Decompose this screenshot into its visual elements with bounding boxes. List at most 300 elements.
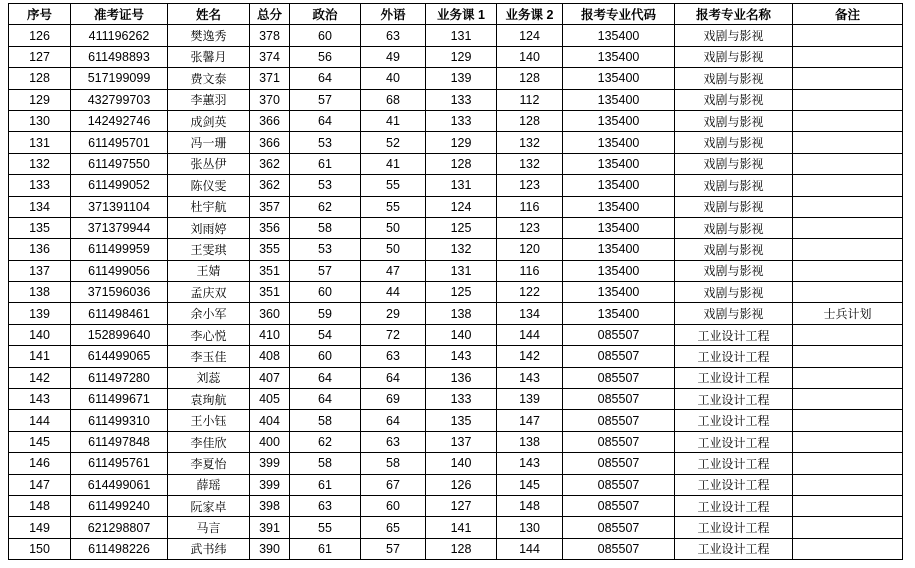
cell-course2: 142 — [497, 346, 563, 367]
cell-major-name: 工业设计工程 — [675, 517, 793, 538]
cell-language: 47 — [361, 260, 426, 281]
cell-major-name: 工业设计工程 — [675, 538, 793, 559]
cell-exam-id: 611495701 — [71, 132, 168, 153]
cell-name: 李蕙羽 — [168, 89, 250, 110]
cell-politics: 53 — [290, 239, 361, 260]
cell-exam-id: 611497550 — [71, 153, 168, 174]
cell-course2: 140 — [497, 46, 563, 67]
cell-course2: 139 — [497, 389, 563, 410]
cell-remarks: 士兵计划 — [793, 303, 903, 324]
cell-language: 41 — [361, 110, 426, 131]
cell-course1: 129 — [426, 132, 497, 153]
table-row — [9, 324, 903, 345]
cell-remarks — [793, 46, 903, 67]
cell-major-code: 135400 — [563, 175, 675, 196]
cell-course2: 116 — [497, 260, 563, 281]
cell-politics: 64 — [290, 68, 361, 89]
admission-results-table — [8, 3, 903, 560]
cell-seq: 144 — [9, 410, 71, 431]
cell-name: 武书纬 — [168, 538, 250, 559]
cell-remarks — [793, 153, 903, 174]
cell-language: 40 — [361, 68, 426, 89]
cell-course2: 124 — [497, 25, 563, 46]
cell-seq: 130 — [9, 110, 71, 131]
cell-exam-id: 611498461 — [71, 303, 168, 324]
cell-language: 57 — [361, 538, 426, 559]
cell-exam-id: 611499240 — [71, 495, 168, 516]
cell-exam-id: 371596036 — [71, 282, 168, 303]
header-cell-major-code: 报考专业代码 — [563, 4, 675, 25]
cell-course1: 143 — [426, 346, 497, 367]
cell-seq: 142 — [9, 367, 71, 388]
cell-major-code: 085507 — [563, 431, 675, 452]
cell-total: 356 — [250, 217, 290, 238]
cell-total: 351 — [250, 282, 290, 303]
table-row — [9, 68, 903, 89]
cell-politics: 56 — [290, 46, 361, 67]
table-row — [9, 517, 903, 538]
cell-course2: 122 — [497, 282, 563, 303]
cell-major-code: 085507 — [563, 453, 675, 474]
cell-total: 362 — [250, 153, 290, 174]
table-row — [9, 153, 903, 174]
cell-seq: 135 — [9, 217, 71, 238]
cell-exam-id: 614499061 — [71, 474, 168, 495]
cell-language: 55 — [361, 196, 426, 217]
cell-seq: 126 — [9, 25, 71, 46]
table-row — [9, 217, 903, 238]
cell-course1: 131 — [426, 25, 497, 46]
cell-major-code: 135400 — [563, 46, 675, 67]
cell-total: 366 — [250, 110, 290, 131]
cell-remarks — [793, 324, 903, 345]
cell-seq: 131 — [9, 132, 71, 153]
table-row — [9, 89, 903, 110]
header-cell-exam-id: 准考证号 — [71, 4, 168, 25]
cell-course1: 127 — [426, 495, 497, 516]
cell-remarks — [793, 389, 903, 410]
cell-major-code: 135400 — [563, 303, 675, 324]
cell-total: 360 — [250, 303, 290, 324]
admission-table-container — [8, 3, 903, 560]
cell-remarks — [793, 89, 903, 110]
table-row — [9, 175, 903, 196]
cell-exam-id: 611497848 — [71, 431, 168, 452]
cell-course2: 112 — [497, 89, 563, 110]
cell-seq: 137 — [9, 260, 71, 281]
cell-course2: 116 — [497, 196, 563, 217]
cell-name: 杜宇航 — [168, 196, 250, 217]
cell-politics: 60 — [290, 346, 361, 367]
cell-major-code: 135400 — [563, 260, 675, 281]
cell-language: 69 — [361, 389, 426, 410]
cell-course2: 143 — [497, 453, 563, 474]
cell-remarks — [793, 217, 903, 238]
cell-course1: 140 — [426, 324, 497, 345]
cell-name: 袁珣航 — [168, 389, 250, 410]
cell-remarks — [793, 538, 903, 559]
cell-name: 李心悦 — [168, 324, 250, 345]
cell-major-code: 085507 — [563, 517, 675, 538]
cell-major-name: 戏剧与影视 — [675, 217, 793, 238]
cell-name: 马言 — [168, 517, 250, 538]
cell-major-name: 工业设计工程 — [675, 367, 793, 388]
table-row — [9, 110, 903, 131]
cell-course1: 131 — [426, 260, 497, 281]
cell-exam-id: 611499959 — [71, 239, 168, 260]
cell-exam-id: 371379944 — [71, 217, 168, 238]
table-row — [9, 538, 903, 559]
cell-exam-id: 611495761 — [71, 453, 168, 474]
cell-name: 张丛伊 — [168, 153, 250, 174]
cell-course1: 135 — [426, 410, 497, 431]
cell-total: 405 — [250, 389, 290, 410]
cell-exam-id: 142492746 — [71, 110, 168, 131]
cell-language: 50 — [361, 239, 426, 260]
cell-course1: 141 — [426, 517, 497, 538]
cell-remarks — [793, 431, 903, 452]
cell-major-code: 085507 — [563, 538, 675, 559]
cell-course1: 137 — [426, 431, 497, 452]
cell-seq: 128 — [9, 68, 71, 89]
table-row — [9, 46, 903, 67]
cell-course1: 132 — [426, 239, 497, 260]
cell-major-name: 戏剧与影视 — [675, 110, 793, 131]
table-row — [9, 25, 903, 46]
cell-major-name: 工业设计工程 — [675, 453, 793, 474]
header-cell-course2: 业务课 2 — [497, 4, 563, 25]
cell-remarks — [793, 25, 903, 46]
table-row — [9, 453, 903, 474]
cell-language: 64 — [361, 367, 426, 388]
header-cell-total: 总分 — [250, 4, 290, 25]
cell-exam-id: 611499052 — [71, 175, 168, 196]
cell-total: 398 — [250, 495, 290, 516]
table-body — [9, 25, 903, 560]
cell-total: 408 — [250, 346, 290, 367]
table-row — [9, 389, 903, 410]
cell-major-code: 135400 — [563, 110, 675, 131]
header-cell-politics: 政治 — [290, 4, 361, 25]
cell-remarks — [793, 260, 903, 281]
cell-course1: 124 — [426, 196, 497, 217]
cell-major-code: 085507 — [563, 324, 675, 345]
cell-total: 391 — [250, 517, 290, 538]
cell-seq: 145 — [9, 431, 71, 452]
cell-language: 64 — [361, 410, 426, 431]
cell-remarks — [793, 132, 903, 153]
cell-major-code: 135400 — [563, 89, 675, 110]
cell-course1: 128 — [426, 538, 497, 559]
cell-total: 410 — [250, 324, 290, 345]
cell-seq: 132 — [9, 153, 71, 174]
cell-course1: 129 — [426, 46, 497, 67]
cell-major-name: 戏剧与影视 — [675, 132, 793, 153]
cell-politics: 57 — [290, 260, 361, 281]
cell-politics: 62 — [290, 431, 361, 452]
cell-major-name: 工业设计工程 — [675, 324, 793, 345]
cell-seq: 127 — [9, 46, 71, 67]
cell-politics: 64 — [290, 367, 361, 388]
cell-politics: 60 — [290, 282, 361, 303]
cell-seq: 133 — [9, 175, 71, 196]
cell-seq: 134 — [9, 196, 71, 217]
header-cell-seq: 序号 — [9, 4, 71, 25]
cell-major-code: 085507 — [563, 495, 675, 516]
cell-course1: 126 — [426, 474, 497, 495]
cell-exam-id: 611499310 — [71, 410, 168, 431]
cell-major-name: 戏剧与影视 — [675, 153, 793, 174]
cell-major-name: 工业设计工程 — [675, 410, 793, 431]
cell-total: 407 — [250, 367, 290, 388]
cell-name: 李玉佳 — [168, 346, 250, 367]
cell-major-name: 戏剧与影视 — [675, 303, 793, 324]
cell-remarks — [793, 410, 903, 431]
cell-course2: 143 — [497, 367, 563, 388]
cell-course1: 140 — [426, 453, 497, 474]
cell-major-name: 工业设计工程 — [675, 495, 793, 516]
cell-name: 王婧 — [168, 260, 250, 281]
cell-seq: 129 — [9, 89, 71, 110]
cell-name: 冯一珊 — [168, 132, 250, 153]
cell-course2: 132 — [497, 153, 563, 174]
cell-major-name: 戏剧与影视 — [675, 196, 793, 217]
cell-course2: 138 — [497, 431, 563, 452]
cell-course1: 125 — [426, 217, 497, 238]
cell-course2: 128 — [497, 68, 563, 89]
cell-total: 371 — [250, 68, 290, 89]
cell-politics: 57 — [290, 89, 361, 110]
cell-exam-id: 432799703 — [71, 89, 168, 110]
cell-course1: 131 — [426, 175, 497, 196]
cell-course1: 133 — [426, 89, 497, 110]
table-row — [9, 282, 903, 303]
cell-politics: 55 — [290, 517, 361, 538]
header-cell-name: 姓名 — [168, 4, 250, 25]
cell-exam-id: 611499671 — [71, 389, 168, 410]
cell-course2: 132 — [497, 132, 563, 153]
table-row — [9, 260, 903, 281]
cell-major-name: 戏剧与影视 — [675, 68, 793, 89]
cell-major-name: 工业设计工程 — [675, 431, 793, 452]
table-row — [9, 495, 903, 516]
cell-language: 60 — [361, 495, 426, 516]
cell-exam-id: 621298807 — [71, 517, 168, 538]
cell-seq: 147 — [9, 474, 71, 495]
cell-major-code: 135400 — [563, 217, 675, 238]
cell-major-name: 戏剧与影视 — [675, 239, 793, 260]
cell-language: 52 — [361, 132, 426, 153]
cell-exam-id: 411196262 — [71, 25, 168, 46]
table-row — [9, 239, 903, 260]
cell-politics: 62 — [290, 196, 361, 217]
cell-politics: 58 — [290, 453, 361, 474]
cell-major-code: 085507 — [563, 410, 675, 431]
cell-remarks — [793, 196, 903, 217]
cell-course2: 148 — [497, 495, 563, 516]
cell-course2: 120 — [497, 239, 563, 260]
cell-course2: 134 — [497, 303, 563, 324]
table-row — [9, 474, 903, 495]
cell-politics: 58 — [290, 410, 361, 431]
cell-politics: 64 — [290, 389, 361, 410]
cell-exam-id: 611498226 — [71, 538, 168, 559]
cell-total: 362 — [250, 175, 290, 196]
cell-course2: 123 — [497, 217, 563, 238]
cell-major-code: 135400 — [563, 68, 675, 89]
cell-course2: 144 — [497, 538, 563, 559]
cell-language: 58 — [361, 453, 426, 474]
cell-name: 余小军 — [168, 303, 250, 324]
cell-course2: 145 — [497, 474, 563, 495]
table-row — [9, 303, 903, 324]
cell-remarks — [793, 282, 903, 303]
cell-politics: 58 — [290, 217, 361, 238]
cell-major-code: 135400 — [563, 239, 675, 260]
header-cell-course1: 业务课 1 — [426, 4, 497, 25]
cell-total: 378 — [250, 25, 290, 46]
table-row — [9, 431, 903, 452]
cell-course2: 147 — [497, 410, 563, 431]
cell-remarks — [793, 346, 903, 367]
cell-name: 薛瑶 — [168, 474, 250, 495]
cell-language: 65 — [361, 517, 426, 538]
cell-seq: 148 — [9, 495, 71, 516]
cell-major-name: 戏剧与影视 — [675, 260, 793, 281]
cell-name: 阮家卓 — [168, 495, 250, 516]
cell-total: 404 — [250, 410, 290, 431]
cell-course2: 128 — [497, 110, 563, 131]
cell-seq: 149 — [9, 517, 71, 538]
cell-exam-id: 611499056 — [71, 260, 168, 281]
cell-name: 刘蕊 — [168, 367, 250, 388]
cell-total: 366 — [250, 132, 290, 153]
cell-total: 399 — [250, 453, 290, 474]
cell-remarks — [793, 474, 903, 495]
cell-major-code: 085507 — [563, 346, 675, 367]
cell-name: 樊逸秀 — [168, 25, 250, 46]
cell-name: 刘雨婷 — [168, 217, 250, 238]
header-cell-major-name: 报考专业名称 — [675, 4, 793, 25]
table-row — [9, 196, 903, 217]
cell-politics: 61 — [290, 153, 361, 174]
cell-course1: 125 — [426, 282, 497, 303]
cell-course1: 136 — [426, 367, 497, 388]
cell-major-name: 戏剧与影视 — [675, 282, 793, 303]
cell-course2: 123 — [497, 175, 563, 196]
cell-politics: 53 — [290, 132, 361, 153]
cell-language: 55 — [361, 175, 426, 196]
cell-language: 72 — [361, 324, 426, 345]
cell-total: 390 — [250, 538, 290, 559]
cell-name: 张馨月 — [168, 46, 250, 67]
cell-total: 351 — [250, 260, 290, 281]
cell-total: 357 — [250, 196, 290, 217]
cell-language: 63 — [361, 346, 426, 367]
cell-language: 44 — [361, 282, 426, 303]
cell-exam-id: 614499065 — [71, 346, 168, 367]
cell-major-code: 085507 — [563, 367, 675, 388]
cell-politics: 60 — [290, 25, 361, 46]
cell-name: 王小钰 — [168, 410, 250, 431]
cell-politics: 54 — [290, 324, 361, 345]
cell-seq: 136 — [9, 239, 71, 260]
cell-major-name: 戏剧与影视 — [675, 89, 793, 110]
cell-exam-id: 152899640 — [71, 324, 168, 345]
cell-language: 63 — [361, 25, 426, 46]
cell-seq: 150 — [9, 538, 71, 559]
cell-name: 成剑英 — [168, 110, 250, 131]
cell-exam-id: 371391104 — [71, 196, 168, 217]
cell-major-name: 工业设计工程 — [675, 346, 793, 367]
cell-language: 63 — [361, 431, 426, 452]
cell-major-code: 135400 — [563, 153, 675, 174]
cell-language: 50 — [361, 217, 426, 238]
table-row — [9, 410, 903, 431]
table-row — [9, 346, 903, 367]
cell-total: 399 — [250, 474, 290, 495]
cell-major-code: 135400 — [563, 25, 675, 46]
header-cell-remarks: 备注 — [793, 4, 903, 25]
header-cell-language: 外语 — [361, 4, 426, 25]
header-row — [9, 4, 903, 25]
cell-name: 孟庆双 — [168, 282, 250, 303]
cell-seq: 139 — [9, 303, 71, 324]
cell-course1: 133 — [426, 389, 497, 410]
cell-politics: 64 — [290, 110, 361, 131]
cell-course1: 139 — [426, 68, 497, 89]
cell-name: 王雯琪 — [168, 239, 250, 260]
cell-course1: 133 — [426, 110, 497, 131]
cell-politics: 53 — [290, 175, 361, 196]
cell-language: 67 — [361, 474, 426, 495]
cell-name: 陈仪雯 — [168, 175, 250, 196]
cell-major-code: 085507 — [563, 389, 675, 410]
cell-major-code: 135400 — [563, 196, 675, 217]
cell-major-name: 工业设计工程 — [675, 389, 793, 410]
table-row — [9, 132, 903, 153]
cell-remarks — [793, 110, 903, 131]
cell-remarks — [793, 367, 903, 388]
cell-major-code: 135400 — [563, 132, 675, 153]
cell-politics: 63 — [290, 495, 361, 516]
cell-exam-id: 611497280 — [71, 367, 168, 388]
cell-seq: 140 — [9, 324, 71, 345]
cell-remarks — [793, 453, 903, 474]
cell-major-code: 085507 — [563, 474, 675, 495]
cell-exam-id: 517199099 — [71, 68, 168, 89]
cell-language: 68 — [361, 89, 426, 110]
cell-exam-id: 611498893 — [71, 46, 168, 67]
cell-seq: 146 — [9, 453, 71, 474]
cell-course2: 130 — [497, 517, 563, 538]
cell-remarks — [793, 495, 903, 516]
cell-name: 李佳欣 — [168, 431, 250, 452]
cell-politics: 61 — [290, 474, 361, 495]
cell-major-name: 戏剧与影视 — [675, 46, 793, 67]
cell-total: 374 — [250, 46, 290, 67]
cell-language: 29 — [361, 303, 426, 324]
cell-course2: 144 — [497, 324, 563, 345]
cell-total: 370 — [250, 89, 290, 110]
cell-course1: 128 — [426, 153, 497, 174]
table-row — [9, 367, 903, 388]
cell-seq: 143 — [9, 389, 71, 410]
cell-remarks — [793, 239, 903, 260]
cell-name: 李夏怡 — [168, 453, 250, 474]
cell-remarks — [793, 68, 903, 89]
cell-major-code: 135400 — [563, 282, 675, 303]
